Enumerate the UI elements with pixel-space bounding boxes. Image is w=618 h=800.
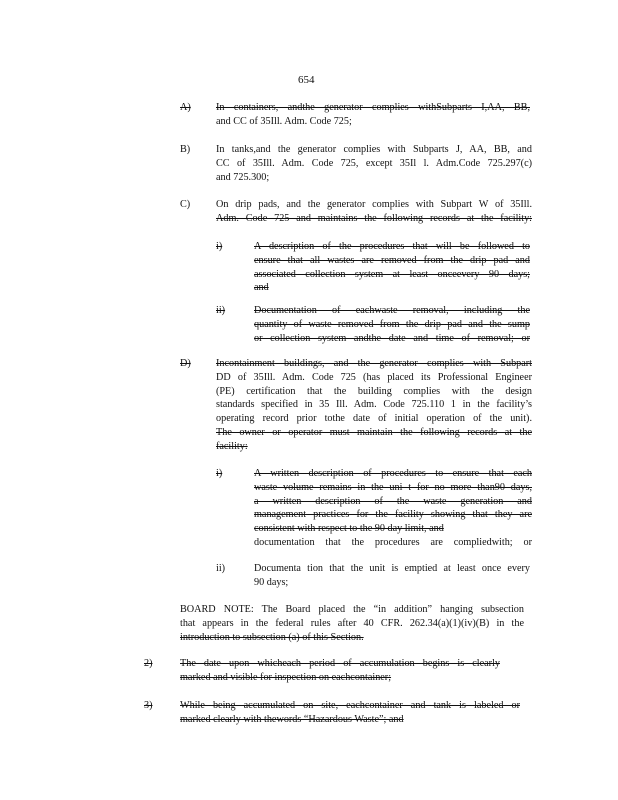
item-c-label: C) [180, 199, 191, 210]
item-b-line: CC of 35Ill. Adm. Code 725, except 35Il l. Adm.Code 725.297(c) [216, 157, 532, 169]
item-d-line: facility: [216, 440, 248, 452]
item-3-label: 3) [144, 700, 153, 711]
item-c-ii-text [254, 304, 530, 345]
item-3-text [180, 699, 520, 727]
item-a-line: In containers, andthe generator complies withSubparts I,AA, BB, [216, 102, 530, 113]
item-d-line: operating record prior tothe date of initial operation of the unit). [216, 413, 532, 425]
item-c-i-line: and [254, 282, 269, 294]
item-3-line: While being accumulated on site, eachcontainer and tank is labeled or [180, 700, 520, 711]
item-d-i-line: A written description of procedures to ensure that each [254, 468, 532, 479]
item-d-i-line: a written description of the waste generation and [254, 495, 532, 507]
item-3-line: marked clearly with thewords “Hazardous Waste”; and [180, 713, 404, 725]
item-b-line: In tanks,and the generator complies with Subparts J, AA, BB, and [216, 144, 532, 155]
item-a-label: A) [180, 102, 191, 113]
board-note-line: BOARD NOTE: The Board placed the “in addition” hanging subsection [180, 604, 524, 615]
item-2-label: 2) [144, 658, 153, 669]
item-a-text [216, 101, 530, 129]
item-2-text [180, 657, 500, 685]
item-b-label: B) [180, 144, 191, 155]
item-d-i-line: consistent with respect to the 90 day limit, and [254, 523, 444, 535]
item-d-ii-line: Documenta tion that the unit is emptied at least once every [254, 563, 530, 574]
item-a-line: and CC of 35Ill. Adm. Code 725; [216, 115, 352, 127]
item-2-line: marked and visible for inspection on eachcontainer; [180, 671, 392, 683]
board-note [180, 603, 524, 644]
item-d-line: The owner or operator must maintain the following records at the [216, 426, 532, 438]
item-d-label: D) [180, 358, 191, 369]
item-c-i-line: A description of the procedures that will be followed to [254, 241, 530, 252]
item-b-text [216, 143, 532, 184]
item-d-i-label: i) [216, 468, 223, 479]
item-d-i-line: management practices for the facility showing that they are [254, 509, 532, 521]
item-d-line: Incontainment buildings, and the generator complies with Subpart [216, 358, 532, 369]
item-d-i-text [254, 467, 532, 550]
item-d-ii-text [254, 562, 530, 590]
item-d-line: DD of 35Ill. Adm. Code 725 (has placed its Professional Engineer [216, 371, 532, 383]
item-c-i-line: ensure that all wastes are removed from the drip pad and [254, 254, 530, 266]
item-c-text [216, 198, 532, 226]
item-d-text [216, 357, 532, 454]
item-2-line: The date upon whicheach period of accumulation begins is clearly [180, 658, 500, 669]
item-c-ii-line: Documentation of eachwaste removal, including the [254, 305, 530, 316]
item-c-i-text [254, 240, 530, 295]
item-d-ii-label: ii) [216, 563, 226, 574]
item-d-line: (PE) certification that the building complies with the design [216, 385, 532, 397]
item-d-ii-line: 90 days; [254, 576, 289, 588]
item-c-i-line: associated collection system at least onceevery 90 days; [254, 268, 530, 280]
board-note-line: introduction to subsection (a) of this Section. [180, 631, 364, 643]
board-note-line: that appears in the federal rules after 40 CFR. 262.34(a)(1)(iv)(B) in the [180, 617, 524, 629]
page-number: 654 [298, 74, 315, 86]
item-d-line: standards specified in 35 Ill. Adm. Code 725.110 1 in the facility’s [216, 399, 532, 411]
item-d-i-line: waste volume remains in the uni t for no more than90 days, [254, 481, 532, 493]
item-c-ii-line: or collection system andthe date and time of removal; or [254, 332, 530, 344]
item-c-i-label: i) [216, 241, 223, 252]
item-b-line: and 725.300; [216, 171, 270, 183]
item-d-i-line: documentation that the procedures are compliedwith; or [254, 536, 532, 548]
item-c-line: On drip pads, and the generator complies with Subpart W of 35Ill. [216, 199, 532, 210]
item-c-ii-label: ii) [216, 305, 226, 316]
item-c-line: Adm. Code 725 and maintains the following records at the facility: [216, 212, 532, 224]
item-c-ii-line: quantity of waste removed from the drip pad and the sump [254, 318, 530, 330]
